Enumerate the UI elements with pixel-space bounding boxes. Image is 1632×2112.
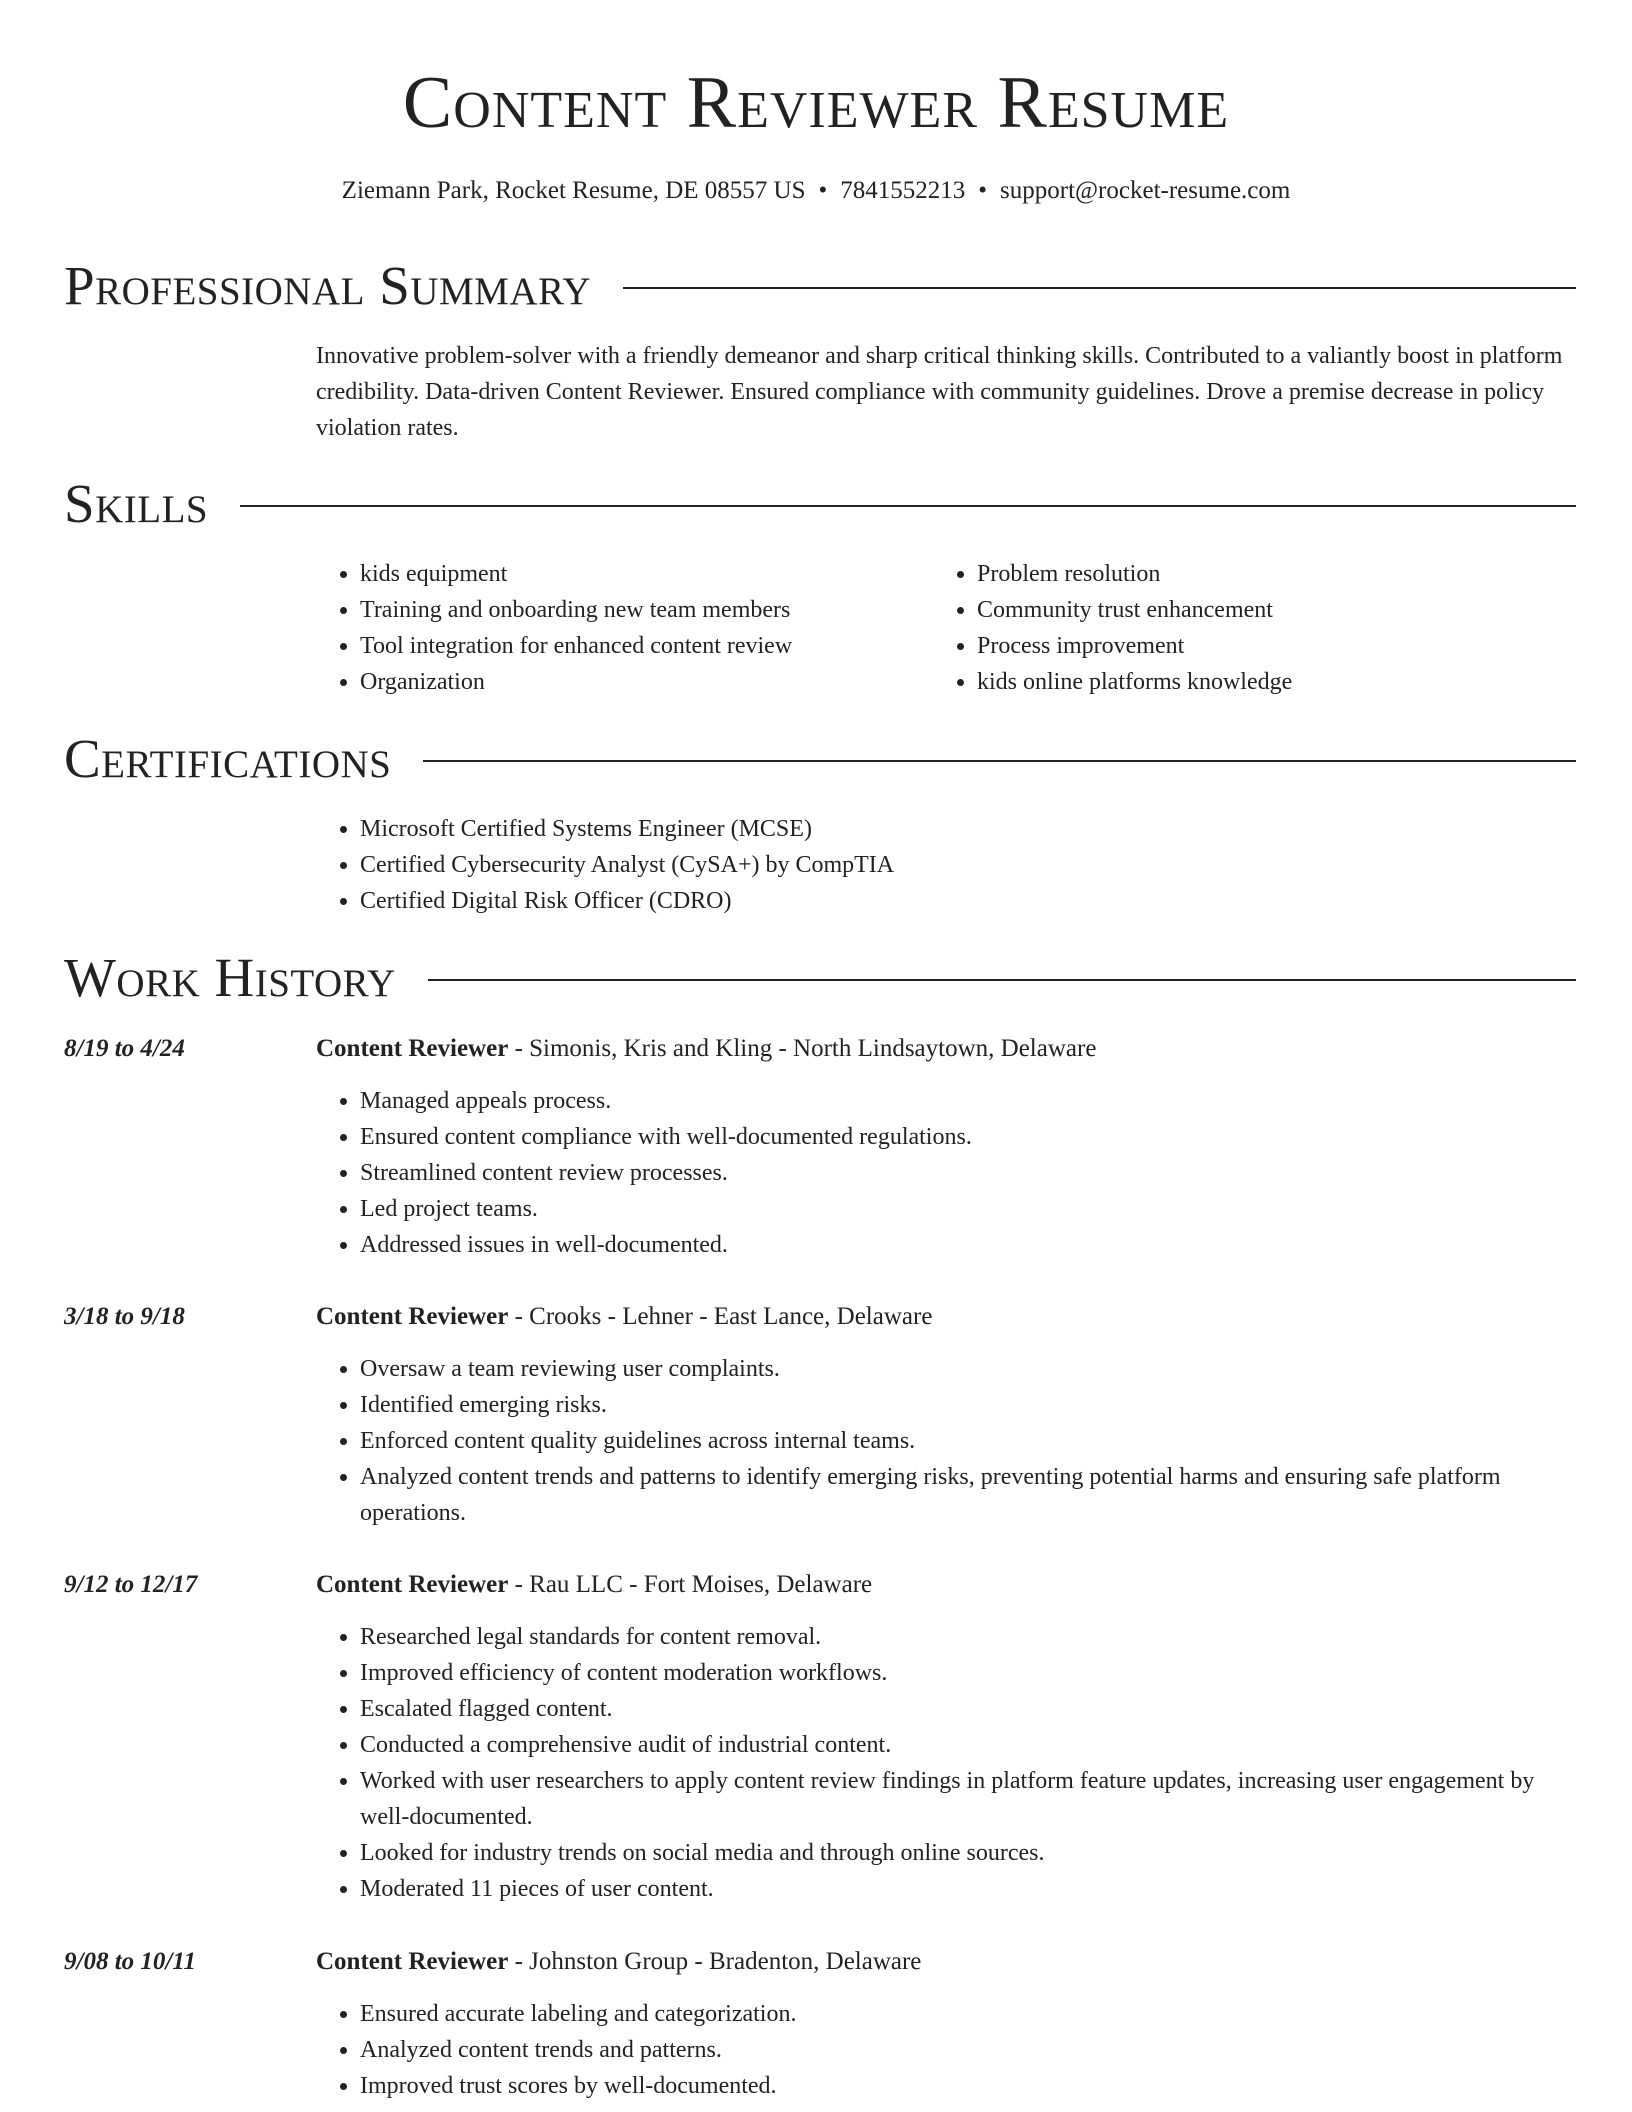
job-duties [316, 1083, 1581, 1263]
skills-list-left [316, 556, 916, 700]
job-duty: • Led project teams. [360, 1191, 1581, 1227]
job-duties-list [316, 1083, 1581, 1263]
skill-item: • Tool integration for enhanced content review [360, 628, 916, 664]
section-title-skills: Skills [64, 473, 209, 534]
job-duty: • Ensured content compliance with well-documented regulations. [360, 1119, 1581, 1155]
skill-item: • Training and onboarding new team members [360, 592, 916, 628]
job-heading [316, 1944, 1581, 1980]
skill-item: • Community trust enhancement [977, 592, 1573, 628]
job-heading [316, 1299, 1581, 1335]
contact-separator: • [818, 177, 828, 204]
skill-item: • kids online platforms knowledge [977, 664, 1573, 700]
resume-title: Content Reviewer Resume [402, 62, 1230, 144]
certification-item: • Certified Digital Risk Officer (CDRO) [360, 883, 1516, 919]
job-duty: • Escalated flagged content. [360, 1691, 1581, 1727]
job-duties-list [316, 1351, 1581, 1531]
section-divider [240, 505, 1576, 507]
contact-line [0, 174, 1632, 208]
section-title-summary: Professional Summary [64, 255, 592, 316]
job-duties-list [316, 1996, 1581, 2104]
job-duties [316, 1351, 1581, 1531]
job-heading [316, 1031, 1581, 1067]
job-dates: 9/08 to 10/11 [64, 1948, 196, 1975]
job-dates: 3/18 to 9/18 [64, 1303, 185, 1330]
job-duty: • Enforced content quality guidelines across internal teams. [360, 1423, 1581, 1459]
job-duties [316, 1619, 1581, 1907]
job-duty: • Oversaw a team reviewing user complaints. [360, 1351, 1581, 1387]
certification-item: • Microsoft Certified Systems Engineer (MCSE) [360, 811, 1516, 847]
job-duty: • Analyzed content trends and patterns. [360, 2032, 1581, 2068]
job-duty: • Ensured accurate labeling and categorization. [360, 1996, 1581, 2032]
job-details: - Crooks - Lehner - East Lance, Delaware [508, 1303, 933, 1330]
section-divider [428, 979, 1576, 981]
section-header-summary [64, 254, 1576, 318]
job-title: Content Reviewer [316, 1571, 509, 1598]
job-heading [316, 1567, 1581, 1603]
job-duty: • Looked for industry trends on social media and through online sources. [360, 1835, 1581, 1871]
job-duty: • Worked with user researchers to apply content review findings in platform feature updates, increasing user engagement by well-documented. [360, 1763, 1581, 1835]
section-header-work-history [64, 946, 1576, 1010]
job-duties-list [316, 1619, 1581, 1907]
job-details: - Johnston Group - Bradenton, Delaware [508, 1948, 922, 1975]
contact-email: support@rocket-resume.com [1000, 177, 1291, 204]
section-divider [423, 760, 1576, 762]
section-title-work-history: Work History [64, 947, 396, 1008]
certifications-block [316, 811, 1516, 919]
job-duty: • Researched legal standards for content removal. [360, 1619, 1581, 1655]
certifications-list [316, 811, 1516, 919]
job-duty: • Moderated 11 pieces of user content. [360, 1871, 1581, 1907]
job-dates: 8/19 to 4/24 [64, 1035, 185, 1062]
skills-column-right [933, 556, 1573, 700]
skills-list-right [933, 556, 1573, 700]
job-duty: • Improved efficiency of content moderation workflows. [360, 1655, 1581, 1691]
job-duty: • Conducted a comprehensive audit of industrial content. [360, 1727, 1581, 1763]
section-header-skills [64, 472, 1576, 536]
job-title: Content Reviewer [316, 1303, 509, 1330]
section-header-certifications [64, 727, 1576, 791]
contact-separator: • [978, 177, 988, 204]
job-title: Content Reviewer [316, 1948, 509, 1975]
job-duty: • Analyzed content trends and patterns to identify emerging risks, preventing potential harms and ensuring safe platform operations. [360, 1459, 1581, 1531]
contact-address: Ziemann Park, Rocket Resume, DE 08557 US [341, 177, 806, 204]
section-divider [623, 287, 1576, 289]
skill-item: • Problem resolution [977, 556, 1573, 592]
contact-phone: 7841552213 [840, 177, 966, 204]
skill-item: • Organization [360, 664, 916, 700]
job-duty: • Managed appeals process. [360, 1083, 1581, 1119]
job-duty: • Addressed issues in well-documented. [360, 1227, 1581, 1263]
job-duty: • Identified emerging risks. [360, 1387, 1581, 1423]
summary-text: Innovative problem-solver with a friendly demeanor and sharp critical thinking skills. Contributed to a valiantly boost in platform credibility. Data-driven Content Reviewer. Ensured compliance with community guidelines. Drove a premise decrease in policy violation rates. [316, 343, 1563, 441]
job-details: - Rau LLC - Fort Moises, Delaware [508, 1571, 873, 1598]
job-duties [316, 1996, 1581, 2104]
section-title-certifications: Certifications [64, 728, 392, 789]
job-dates: 9/12 to 12/17 [64, 1571, 198, 1598]
skill-item: • Process improvement [977, 628, 1573, 664]
job-title: Content Reviewer [316, 1035, 509, 1062]
job-details: - Simonis, Kris and Kling - North Lindsaytown, Delaware [508, 1035, 1097, 1062]
skill-item: • kids equipment [360, 556, 916, 592]
job-duty: • Streamlined content review processes. [360, 1155, 1581, 1191]
job-duty: • Improved trust scores by well-documented. [360, 2068, 1581, 2104]
skills-column-left [316, 556, 916, 700]
certification-item: • Certified Cybersecurity Analyst (CySA+) by CompTIA [360, 847, 1516, 883]
